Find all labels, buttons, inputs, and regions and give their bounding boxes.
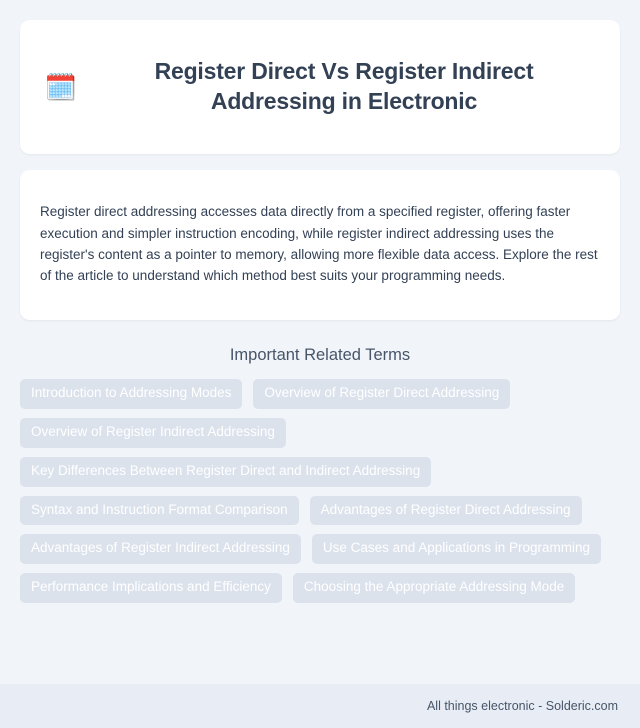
footer-text: All things electronic - Solderic.com	[426, 699, 618, 713]
calendar-icon: 🗓️	[44, 71, 78, 102]
related-terms-list	[20, 379, 620, 603]
term-chip[interactable]: Overview of Register Indirect Addressing	[20, 418, 286, 448]
term-chip[interactable]: Overview of Register Direct Addressing	[253, 379, 510, 409]
term-chip[interactable]: Choosing the Appropriate Addressing Mode	[293, 573, 575, 603]
term-chip[interactable]: Performance Implications and Efficiency	[20, 573, 282, 603]
summary-card	[20, 170, 620, 320]
term-chip[interactable]: Use Cases and Applications in Programming	[312, 534, 601, 564]
term-chip[interactable]: Introduction to Addressing Modes	[20, 379, 242, 409]
term-chip[interactable]: Key Differences Between Register Direct and Indirect Addressing	[20, 457, 431, 487]
summary-text: Register direct addressing accesses data directly from a specified register, offering faster execution and simpler instruction encoding, while register indirect addressing uses the register's content as a pointer to memory, allowing more flexible data access. Explore the rest of the article to understand which method best suits your programming needs.	[40, 204, 598, 284]
page-title: Register Direct Vs Register Indirect Addressing in Electronic	[154, 58, 534, 114]
related-terms-heading: Important Related Terms	[229, 346, 411, 364]
page-footer	[0, 684, 640, 728]
title-card	[20, 20, 620, 154]
term-chip[interactable]: Syntax and Instruction Format Comparison	[20, 496, 299, 526]
term-chip[interactable]: Advantages of Register Direct Addressing	[310, 496, 582, 526]
term-chip[interactable]: Advantages of Register Indirect Addressing	[20, 534, 301, 564]
